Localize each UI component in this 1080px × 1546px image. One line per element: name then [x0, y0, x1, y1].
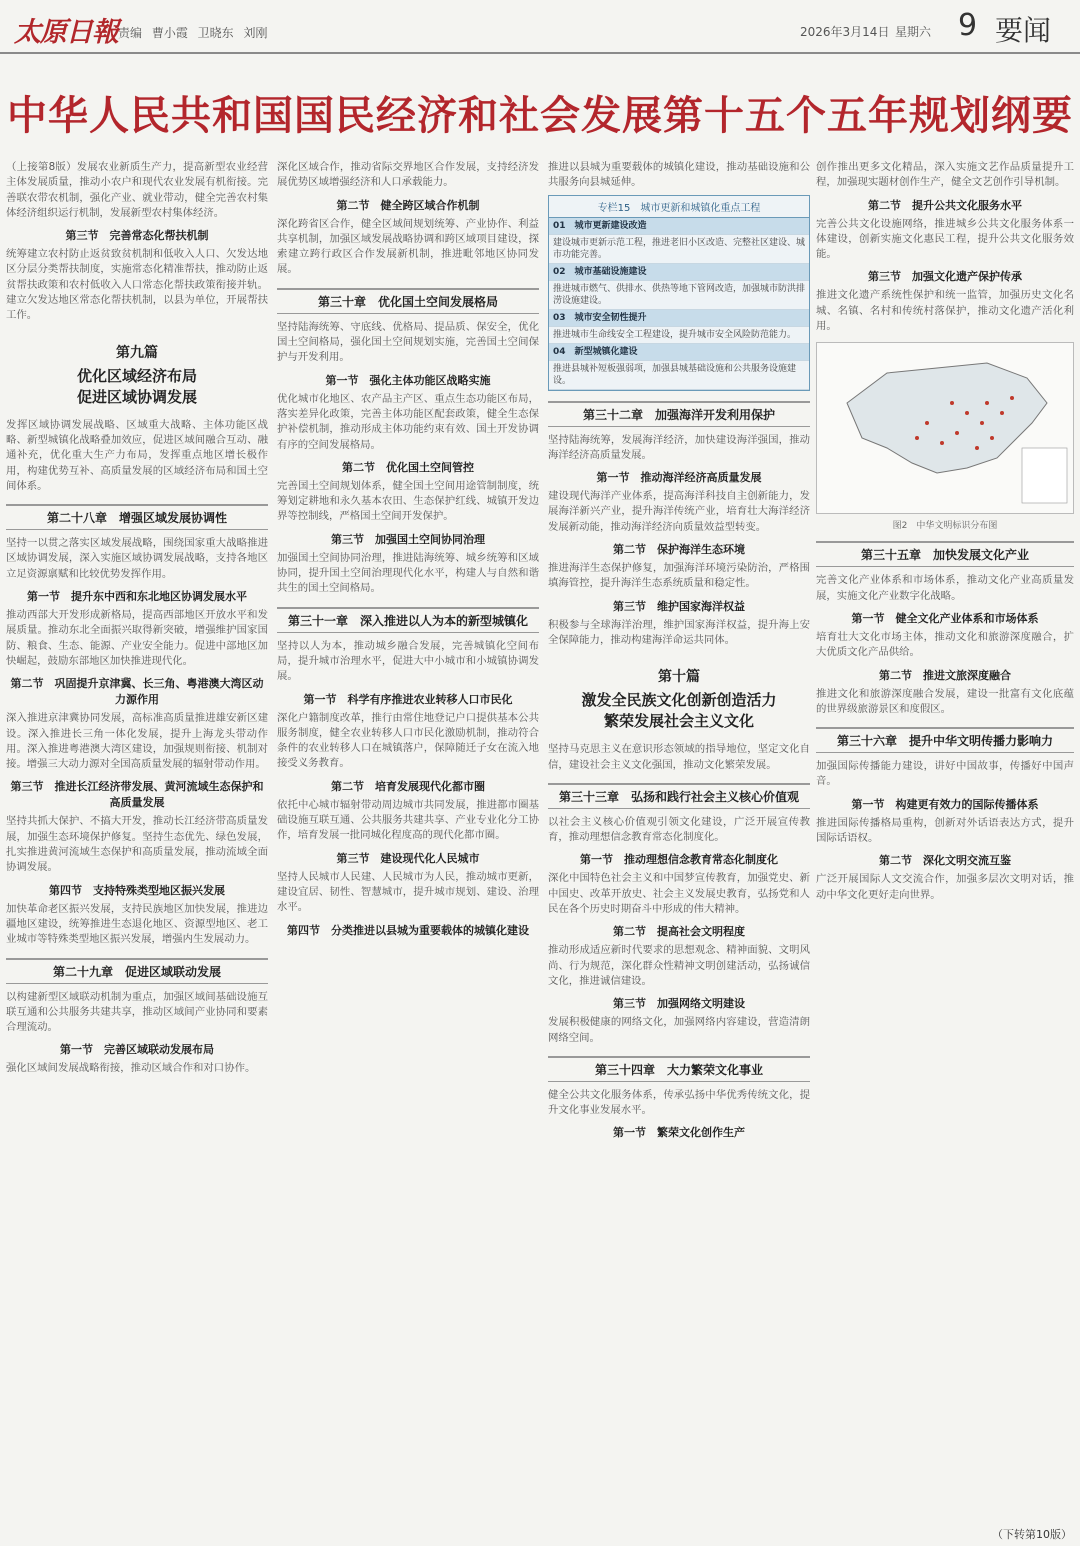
section-name: 要闻 — [995, 14, 1052, 47]
issue-date: 2026年3月14日 — [800, 25, 890, 39]
section-heading: 第二节 提升公共文化服务水平 — [868, 198, 1022, 212]
continued-note: （下转第10版） — [992, 1528, 1072, 1541]
paragraph: 深入推进京津冀协同发展，高标准高质量推进雄安新区建设。深入推进长三角一体化发展，提升上海龙头带动作用。深入推进粤港澳大湾区建设，加强规则衔接、机制对接。增强三大动力源对全国高质量发展的辐射带动作用。 — [6, 712, 268, 771]
paragraph: 强化区域间发展战略衔接，推动区域合作和对口协作。 — [6, 1062, 256, 1075]
feature-box-row: 推进县城补短板强弱项，加强县城基础设施和公共服务设施建设。 — [549, 361, 809, 390]
section-heading: 第二节 推进文旅深度融合 — [879, 668, 1011, 682]
section-heading: 第三节 加强国土空间协同治理 — [331, 532, 485, 546]
section-heading: 第二节 培育发展现代化都市圈 — [331, 779, 485, 793]
section-heading: 第一节 健全文化产业体系和市场体系 — [851, 611, 1039, 625]
paragraph: 培育壮大文化市场主体，推动文化和旅游深度融合，扩大优质文化产品供给。 — [816, 630, 1074, 659]
paragraph: 积极参与全球海洋治理，维护国家海洋权益，提升海上安全保障能力，推动构建海洋命运共同体。 — [548, 618, 810, 646]
feature-box-row-heading: 02 城市基础设施建设 — [549, 264, 809, 281]
part-title-line: 优化区域经济布局 — [76, 366, 197, 385]
paragraph: 加快革命老区振兴发展，支持民族地区加快发展，推进边疆地区建设，统筹推进生态退化地区、资源型地区、老工业城市等特殊类型地区振兴发展，增强内生发展动力。 — [6, 902, 268, 946]
article-column-4 — [816, 160, 1074, 1535]
paragraph: 坚持共抓大保护、不搞大开发，推动长江经济带高质量发展，加强生态环境保护修复。坚持生态优先、绿色发展，扎实推进黄河流域生态保护和高质量发展，推动流域全面协调发展。 — [6, 815, 268, 874]
paragraph: 完善公共文化设施网络，推进城乡公共文化服务体系一体建设，创新实施文化惠民工程，提升公共文化服务效能。 — [816, 217, 1074, 261]
section-heading: 第四节 支持特殊类型地区振兴发展 — [49, 883, 225, 897]
section-heading: 第一节 推动理想信念教育常态化制度化 — [580, 853, 778, 867]
part-number: 第十篇 — [658, 669, 700, 686]
paragraph: 推动形成适应新时代要求的思想观念、精神面貌、文明风尚、行为规范，深化群众性精神文明创建活动，弘扬诚信文化，推进诚信建设。 — [548, 944, 810, 987]
editors-line: 责编 曹小霞 卫晓东 刘刚 — [118, 26, 268, 40]
section-heading: 第三节 维护国家海洋权益 — [613, 599, 745, 613]
section-heading: 第二节 提高社会文明程度 — [613, 925, 745, 939]
paragraph: 加强国际传播能力建设，讲好中国故事，传播好中国声音。 — [816, 760, 1074, 788]
section-heading: 第二节 巩固提升京津冀、长三角、粤港澳大湾区动力源作用 — [10, 677, 264, 707]
paragraph: 优化城市化地区、农产品主产区、重点生态功能区布局，落实差异化政策，完善主体功能区配套政策，健全生态保护补偿机制，推动形成主体功能约束有效、国土开发协调有序的空间发展格局。 — [277, 392, 539, 451]
paragraph: 坚持马克思主义在意识形态领域的指导地位，坚定文化自信，建设社会主义文化强国，推动文化繁荣发展。 — [548, 743, 810, 771]
section-heading: 第二节 深化文明交流互鉴 — [879, 854, 1011, 868]
paragraph: 发挥区域协调发展战略、区域重大战略、主体功能区战略、新型城镇化战略叠加效应，促进区域间融合互动、融通补充，优化重大生产力布局，发挥重点地区增长极作用，构建优势互补、高质量发展的区域经济布局和国土空间体系。 — [6, 418, 268, 492]
masthead — [0, 0, 1080, 54]
part-title-line: 促进区域协调发展 — [76, 387, 197, 406]
section-heading: 第二节 健全跨区域合作机制 — [336, 198, 480, 212]
part-number: 第九篇 — [116, 344, 158, 361]
paragraph: （上接第8版）发展农业新质生产力，提高新型农业经营主体发展质量，推动小农户和现代农业发展有机衔接。完善联农带农机制，强化产业、就业带动，健全完善农村集体经济组织运行机制，发展新型农村集体经济。 — [6, 161, 268, 219]
chapter-heading: 第三十一章 深入推进以人为本的新型城镇化 — [277, 607, 539, 633]
section-heading: 第二节 保护海洋生态环境 — [613, 543, 745, 557]
feature-box — [548, 195, 810, 391]
page-number: 9 — [958, 8, 978, 43]
paragraph: 深化户籍制度改革，推行由常住地登记户口提供基本公共服务制度，健全农业转移人口市民化激励机制，推动符合条件的农业转移人口在城镇落户，保障随迁子女在流入地接受义务教育。 — [277, 711, 539, 770]
feature-box-row-heading: 03 城市安全韧性提升 — [549, 310, 809, 327]
part-title-line: 繁荣发展社会主义文化 — [603, 712, 754, 731]
paragraph: 创作推出更多文化精品，深入实施文艺作品质量提升工程，加强现实题材创作生产，健全文艺创作引导机制。 — [816, 161, 1074, 189]
section-heading: 第一节 强化主体功能区战略实施 — [325, 373, 491, 387]
paragraph: 完善文化产业体系和市场体系，推动文化产业高质量发展，实施文化产业数字化战略。 — [816, 574, 1074, 602]
map-icon — [817, 343, 1073, 511]
paragraph: 健全公共文化服务体系，传承弘扬中华优秀传统文化，提升文化事业发展水平。 — [548, 1088, 810, 1117]
paragraph: 坚持陆海统筹，发展海洋经济，加快建设海洋强国，推动海洋经济高质量发展。 — [548, 433, 810, 461]
section-heading: 第一节 完善区域联动发展布局 — [60, 1043, 214, 1057]
map-caption: 图2 中华文明标识分布图 — [892, 521, 998, 532]
paragraph: 深化区域合作，推动省际交界地区合作发展，支持经济发展优势区域增强经济和人口承载能力。 — [277, 161, 539, 189]
part-title-line: 激发全民族文化创新创造活力 — [581, 691, 777, 710]
section-heading: 第三节 加强文化遗产保护传承 — [868, 270, 1022, 284]
section-heading: 第三节 完善常态化帮扶机制 — [65, 229, 209, 243]
paragraph: 坚持陆海统筹、守底线、优格局、提品质、保安全，优化国土空间格局，强化国土空间规划实施，完善国土空间保护与开发利用。 — [277, 320, 539, 364]
feature-box-row-heading: 01 城市更新建设改造 — [549, 218, 809, 235]
section-heading: 第二节 优化国土空间管控 — [342, 460, 474, 474]
paragraph: 坚持人民城市人民建、人民城市为人民，推动城市更新，建设宜居、韧性、智慧城市，提升城市规划、建设、治理水平。 — [277, 870, 539, 914]
chapter-heading: 第三十章 优化国土空间发展格局 — [277, 288, 539, 314]
paragraph: 加强国土空间协同治理，推进陆海统筹、城乡统筹和区域协同，提升国土空间治理现代化水平，构建人与自然和谐共生的国土空间格局。 — [277, 551, 539, 595]
paragraph: 广泛开展国际人文交流合作，加强多层次文明对话，推动中华文化更好走向世界。 — [816, 873, 1074, 901]
paragraph: 发展积极健康的网络文化，加强网络内容建设，营造清朗网络空间。 — [548, 1016, 810, 1044]
paragraph: 深化中国特色社会主义和中国梦宣传教育，加强党史、新中国史、改革开放史、社会主义发展史教育，弘扬党和人民在各个历史时期奋斗中形成的伟大精神。 — [548, 872, 810, 916]
section-heading: 第四节 分类推进以县城为重要载体的城镇化建设 — [287, 923, 529, 937]
page-headline: 中华人民共和国国民经济和社会发展第十五个五年规划纲要 — [7, 93, 1073, 139]
paragraph: 完善国土空间规划体系，健全国土空间用途管制制度，统筹划定耕地和永久基本农田、生态保护红线、城镇开发边界等控制线，严格国土空间开发保护。 — [277, 479, 539, 523]
paragraph: 推动西部大开发形成新格局，提高西部地区开放水平和发展质量。推动东北全面振兴取得新突破，增强维护国家国防、粮食、生态、能源、产业安全能力。促进中部地区加快崛起，鼓励东部地区加快推进现代化。 — [6, 609, 268, 667]
china-map-figure — [816, 342, 1074, 514]
paragraph: 统筹建立农村防止返贫致贫机制和低收入人口、欠发达地区分层分类帮扶制度，实施常态化精准帮扶，推动防止返贫帮扶政策和农村低收入人口常态化帮扶政策衔接并轨。建立欠发达地区常态化帮扶机制，以县为单位，开展帮扶工作。 — [6, 248, 268, 322]
section-heading: 第一节 繁荣文化创作生产 — [613, 1126, 745, 1140]
feature-box-row: 推进城市生命线安全工程建设，提升城市安全风险防范能力。 — [549, 327, 809, 344]
paragraph: 推进文化遗产系统性保护和统一监管，加强历史文化名城、名镇、名村和传统村落保护，推动文化遗产活化利用。 — [816, 289, 1074, 333]
newspaper-logo: 太原日報 — [14, 17, 118, 48]
chapter-heading: 第二十九章 促进区域联动发展 — [6, 958, 268, 984]
paragraph: 以构建新型区域联动机制为重点，加强区域间基础设施互联互通和公共服务共建共享，推动区域间产业协同和要素合理流动。 — [6, 990, 268, 1034]
section-heading: 第一节 科学有序推进农业转移人口市民化 — [303, 692, 513, 706]
paragraph: 推进国际传播格局重构，创新对外话语表达方式，提升国际话语权。 — [816, 816, 1074, 845]
paragraph: 深化跨省区合作，健全区域间规划统筹、产业协作、利益共享机制，加强区域发展战略协调和跨区域项目建设，探索建立跨行政区合作发展新机制，推进毗邻地区协同发展。 — [277, 217, 539, 276]
section-heading: 第三节 加强网络文明建设 — [613, 997, 745, 1011]
article-column-1 — [6, 160, 268, 1535]
part-heading — [548, 666, 810, 732]
section-heading: 第一节 提升东中西和东北地区协调发展水平 — [27, 590, 247, 604]
paragraph: 推进海洋生态保护修复，加强海洋环境污染防治，严格围填海管控，提升海洋生态系统质量和稳定性。 — [548, 562, 810, 590]
paragraph: 依托中心城市辐射带动周边城市共同发展，推进都市圈基础设施互联互通、公共服务共建共享、产业专业化分工协作，培育发展一批同城化程度高的现代化都市圈。 — [277, 798, 539, 842]
chapter-heading: 第三十四章 大力繁荣文化事业 — [548, 1056, 810, 1082]
feature-box-row: 建设城市更新示范工程，推进老旧小区改造、完整社区建设、城市功能完善。 — [549, 235, 809, 264]
feature-box-row-heading: 04 新型城镇化建设 — [549, 344, 809, 361]
paragraph: 以社会主义核心价值观引领文化建设，广泛开展宣传教育，推动理想信念教育常态化制度化。 — [548, 815, 810, 844]
part-heading — [6, 342, 268, 408]
section-heading: 第三节 建设现代化人民城市 — [336, 851, 480, 865]
paragraph: 推进文化和旅游深度融合发展，建设一批富有文化底蕴的世界级旅游景区和度假区。 — [816, 687, 1074, 715]
chapter-heading: 第二十八章 增强区域发展协调性 — [6, 504, 268, 530]
article-column-3 — [548, 160, 810, 1535]
feature-box-row: 推进城市燃气、供排水、供热等地下管网改造，加强城市防洪排涝设施建设。 — [549, 281, 809, 310]
paragraph: 推进以县城为重要载体的城镇化建设，推动基础设施和公共服务向县城延伸。 — [548, 161, 810, 189]
chapter-heading: 第三十三章 弘扬和践行社会主义核心价值观 — [548, 783, 810, 809]
chapter-heading: 第三十五章 加快发展文化产业 — [816, 541, 1074, 567]
chapter-heading: 第三十六章 提升中华文明传播力影响力 — [816, 727, 1074, 753]
feature-box-title: 专栏15 城市更新和城镇化重点工程 — [549, 196, 809, 218]
issue-weekday: 星期六 — [895, 25, 932, 39]
section-heading: 第一节 推动海洋经济高质量发展 — [596, 471, 762, 485]
paragraph: 坚持一以贯之落实区域发展战略，围绕国家重大战略推进区域协调发展，深入实施区域协调发展战略，支持各地区立足资源禀赋和比较优势发挥作用。 — [6, 537, 268, 580]
section-heading: 第三节 推进长江经济带发展、黄河流域生态保护和高质量发展 — [10, 780, 264, 810]
section-heading: 第一节 构建更有效力的国际传播体系 — [851, 797, 1039, 811]
paragraph: 建设现代海洋产业体系，提高海洋科技自主创新能力，发展海洋新兴产业，提升海洋传统产业，培育壮大海洋经济发展新动能，推动海洋经济向质量效益型转变。 — [548, 490, 810, 533]
chapter-heading: 第三十二章 加强海洋开发利用保护 — [548, 401, 810, 427]
article-column-2 — [277, 160, 539, 1535]
paragraph: 坚持以人为本，推动城乡融合发展，完善城镇化空间布局，提升城市治理水平，促进大中小城市和小城镇协调发展。 — [277, 639, 539, 683]
